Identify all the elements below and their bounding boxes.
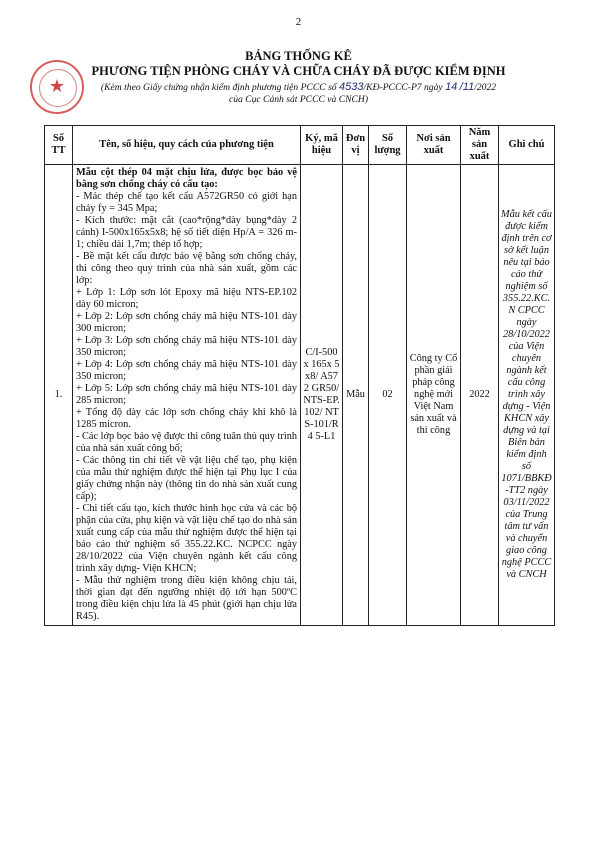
description-line: - Kích thước: mặt cắt (cao*rộng*dày bụng*dày 2 cánh) I-500x165x5x8; hệ số tiết diện Hp/A = 326 m-1; chiều dài 1,7m; thép tổ hợp; — [76, 215, 297, 250]
inspection-table — [44, 125, 555, 626]
header-note: Ghi chú — [499, 126, 555, 165]
header-name: Tên, số hiệu, quy cách của phương tiện — [73, 126, 301, 165]
description-line: - Các lớp bọc bảo vệ được thi công tuân thủ quy trình của nhà sản xuất công bố; — [76, 431, 297, 454]
page-number: 2 — [295, 16, 302, 28]
cell-note: Mẫu kết cấu được kiểm định trên cơ sở kết luận nêu tại báo cáo thử nghiệm số 355.22.KC.N CPCC ngày 28/10/2022 của Viện chuyên ngành kết cấu công trình xây dựng - Viện KHCN xây dựng và tại Biên bản kiểm định số 1071/BBKĐ-TT2 ngày 03/11/2022 của Trung tâm tư vấn và chuyển giao công nghệ PCCC và CNCH — [499, 165, 555, 626]
official-seal-icon: ★ — [30, 60, 84, 114]
description-line: + Tổng độ dày các lớp sơn chống cháy khi khô là 1285 micron. — [76, 407, 297, 430]
description-line: + Lớp 2: Lớp sơn chống cháy mã hiệu NTS-101 dày 300 micron; — [76, 311, 297, 334]
cell-unit: Mẫu — [343, 165, 369, 626]
description-title: Mẫu cột thép 04 mặt chịu lửa, được bọc bảo vệ bằng sơn chống cháy có cấu tạo: — [76, 167, 297, 190]
cell-code: C/I-500x 165x 5x8/ A572 GR50/ NTS-EP.102/ NTS-101/R4 5-L1 — [301, 165, 343, 626]
document-reference — [40, 81, 557, 106]
header-code: Ký, mã hiệu — [301, 126, 343, 165]
table-row — [45, 165, 555, 626]
ref-month: /11 — [459, 81, 475, 93]
ref-number: 4533 — [339, 81, 364, 93]
cell-description — [73, 165, 301, 626]
table-header-row — [45, 126, 555, 165]
description-line: - Mẫu thử nghiệm trong điều kiện không chịu tải, thời gian đạt đến ngưỡng nhiệt độ tới hạn 500ºC trong điều kiện chịu lửa là 45 phút (giới hạn chịu lửa R45). — [76, 575, 297, 622]
ref-code: /KĐ-PCCC-P7 ngày — [363, 82, 443, 93]
description-line: - Bề mặt kết cấu được bảo vệ bằng sơn chống cháy, thi công theo quy trình của nhà sản xuất, gồm các lớp: — [76, 251, 297, 286]
description-line: + Lớp 1: Lớp sơn lót Epoxy mã hiệu NTS-EP.102 dày 60 micron; — [76, 287, 297, 310]
header-origin: Nơi sản xuất — [407, 126, 461, 165]
description-line: + Lớp 4: Lớp sơn chống cháy mã hiệu NTS-101 dày 350 micron; — [76, 359, 297, 382]
description-line: + Lớp 5: Lớp sơn chống cháy mã hiệu NTS-101 dày 285 micron; — [76, 383, 297, 406]
description-line: - Mác thép chế tạo kết cấu A572GR50 có giới hạn chảy fy = 345 Mpa; — [76, 191, 297, 214]
cell-origin: Công ty Cổ phần giải pháp công nghệ mới Việt Nam sản xuất và thi công — [407, 165, 461, 626]
ref-line2: của Cục Cảnh sát PCCC và CNCH) — [228, 94, 369, 105]
ref-prefix: (Kèm theo Giấy chứng nhận kiểm định phương tiện PCCC số — [100, 82, 337, 93]
description-line: - Các thông tin chi tiết về vật liệu chế tạo, phụ kiện của mẫu thử nghiệm được thể hiện tại Phụ lục I của giấy chứng nhận này (thông tin do nhà sản xuất cung cấp); — [76, 455, 297, 502]
description-line: + Lớp 3: Lớp sơn chống cháy mã hiệu NTS-101 dày 350 micron; — [76, 335, 297, 358]
cell-stt: 1. — [45, 165, 73, 626]
description-line: - Chi tiết cấu tạo, kích thước hình học cửa và các bộ phận của cửa, phụ kiện và vật liệu chế tạo do nhà sản xuất cung cấp của mẫu thử nghiệm được thể hiện tại báo cáo thử nghiệm số 355.22.KC. NCPCC ngày 28/10/2022 của Viện chuyên ngành kết cấu công trình xây dựng- Viện KHCN; — [76, 503, 297, 574]
header-quantity: Số lượng — [369, 126, 407, 165]
document-subtitle: PHƯƠNG TIỆN PHÒNG CHÁY VÀ CHỮA CHÁY ĐÃ ĐƯỢC KIỂM ĐỊNH — [91, 64, 506, 78]
document-title: BẢNG THỐNG KÊ — [245, 49, 352, 63]
ref-year: /2022 — [474, 82, 497, 93]
cell-year: 2022 — [461, 165, 499, 626]
header-stt: Số TT — [45, 126, 73, 165]
ref-day: 14 — [445, 81, 458, 93]
header-unit: Đơn vị — [343, 126, 369, 165]
header-year: Năm sản xuất — [461, 126, 499, 165]
cell-quantity: 02 — [369, 165, 407, 626]
